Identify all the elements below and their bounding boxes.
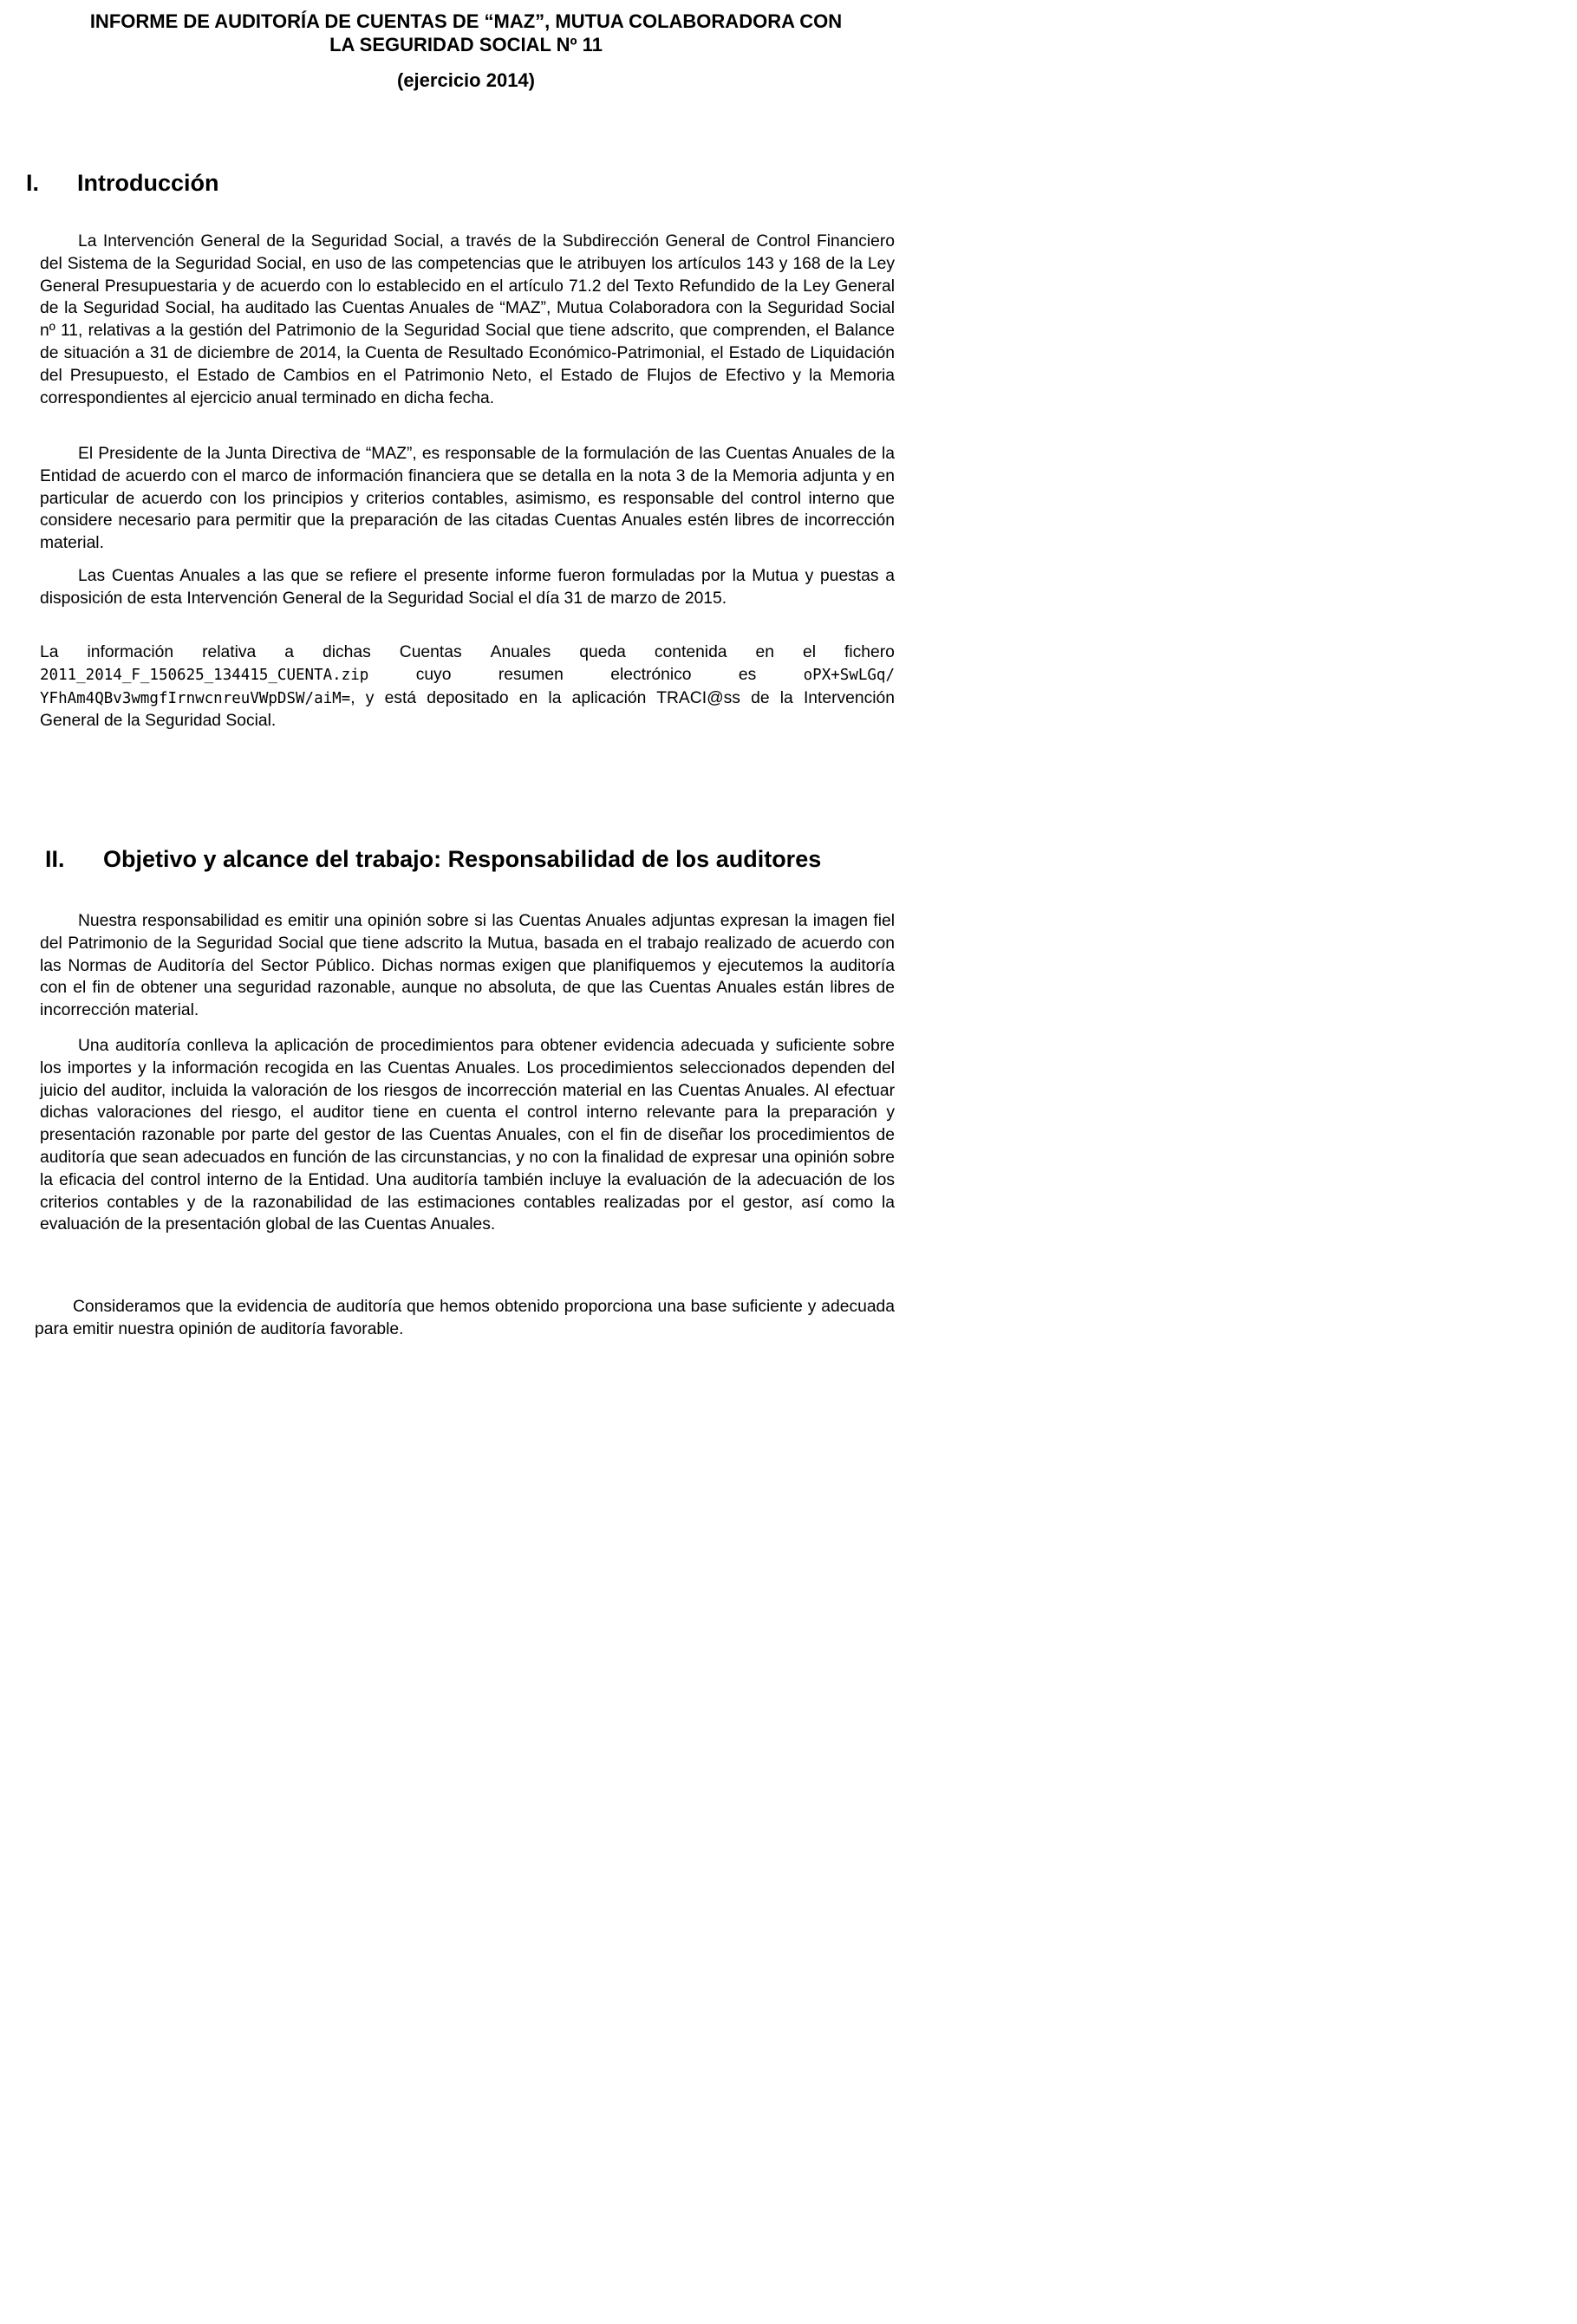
file-paragraph-text-end: , y está depositado en la aplicación TRACI@ss de la Intervención General de la Seguridad Social.	[40, 688, 895, 731]
word: a	[284, 643, 295, 661]
hash-value: oPX+SwLGq/	[803, 666, 895, 684]
document-page	[0, 0, 915, 1348]
word: en	[755, 643, 774, 661]
file-paragraph-body	[40, 664, 895, 732]
paragraph-accounts-formulation: Las Cuentas Anuales a las que se refiere el presente informe fueron formuladas por la Mutua y puestas a disposición de esta Intervención General de la Seguridad Social el día 31 de marzo de 2015.	[40, 567, 895, 608]
section-heading-introduccion	[26, 169, 546, 199]
paragraph-auditor-responsibility: Nuestra responsabilidad es emitir una opinión sobre si las Cuentas Anuales adjuntas expresan la imagen fiel del Patrimonio de la Seguridad Social que tiene adscrito la Mutua, basada en el trabajo realizado de acuerdo con las Normas de Auditoría del Sector Público. Dichas normas exigen que planifiquemos y ejecutemos la auditoría con el fin de obtener una seguridad razonable, aunque no absoluta, de que las Cuentas Anuales están libres de incorrección material.	[40, 912, 895, 1020]
section-title: Objetivo y alcance del trabajo: Responsabilidad de los auditores	[103, 846, 822, 872]
word: queda	[579, 643, 626, 661]
file-paragraph-text: cuyo resumen electrónico es	[368, 665, 804, 684]
section-number: II.	[45, 846, 65, 872]
document-title-continued: LA SEGURIDAD SOCIAL Nº 11	[329, 34, 603, 55]
file-name: 2011_2014_F_150625_134415_CUENTA.zip	[40, 666, 369, 684]
document-subtitle: (ejercicio 2014)	[397, 69, 535, 91]
document-title: INFORME DE AUDITORÍA DE CUENTAS DE “MAZ”, MUTUA COLABORADORA CON	[89, 10, 843, 32]
paragraph-audit-evidence: Consideramos que la evidencia de auditoría que hemos obtenido proporciona una base suficiente y adecuada para emitir nuestra opinión de auditoría favorable.	[35, 1298, 895, 1338]
word: información	[87, 643, 174, 661]
paragraph-audit-procedures: Una auditoría conlleva la aplicación de procedimientos para obtener evidencia adecuada y suficiente sobre los importes y la información recogida en las Cuentas Anuales. Los procedimientos seleccionados dependen del juicio del auditor, incluida la valoración de los riesgos de incorrección material en las Cuentas Anuales. Al efectuar dichas valoraciones del riesgo, el auditor tiene en cuenta el control interno relevante para la preparación y presentación razonable por parte del gestor de las Cuentas Anuales, con el fin de diseñar los procedimientos de auditoría que sean adecuados en función de las circunstancias, y no con la finalidad de expresar una opinión sobre la eficacia del control interno de la Entidad. Una auditoría también incluye la evaluación de la adecuación de los criterios contables y de la razonabilidad de las estimaciones contables realizadas por el gestor, así como la evaluación de la presentación global de las Cuentas Anuales.	[40, 1037, 895, 1234]
word: relativa	[202, 643, 257, 661]
hash-value-continued: YFhAm4QBv3wmgfIrnwcnreuVWpDSW/aiM=	[40, 689, 351, 707]
section-heading-objetivo	[45, 845, 895, 875]
paragraph-president-responsibility: El Presidente de la Junta Directiva de “MAZ”, es responsable de la formulación de las Cuentas Anuales de la Entidad de acuerdo con el marco de información financiera que se detalla en la nota 3 de la Memoria adjunta y en particular de acuerdo con los principios y criterios contables, asimismo, es responsable del control interno que considere necesario para permitir que la preparación de las citadas Cuentas Anuales estén libres de incorrección material.	[40, 445, 895, 553]
paragraph-audit-scope: La Intervención General de la Seguridad Social, a través de la Subdirección General de Control Financiero del Sistema de la Seguridad Social, en uso de las competencias que le atribuyen los artículos 143 y 168 de la Ley General Presupuestaria y de acuerdo con lo establecido en el artículo 71.2 del Texto Refundido de la Ley General de la Seguridad Social, ha auditado las Cuentas Anuales de “MAZ”, Mutua Colaboradora con la Seguridad Social nº 11, relativas a la gestión del Patrimonio de la Seguridad Social que tiene adscrito, que comprenden, el Balance de situación a 31 de diciembre de 2014, la Cuenta de Resultado Económico-Patrimonial, el Estado de Liquidación del Presupuesto, el Estado de Cambios en el Patrimonio Neto, el Estado de Flujos de Efectivo y la Memoria correspondientes al ejercicio anual terminado en dicha fecha.	[40, 232, 895, 407]
word: contenida	[654, 643, 727, 661]
section-title: Introducción	[77, 170, 219, 196]
word: fichero	[844, 643, 895, 661]
word: Anuales	[490, 643, 551, 661]
word: La	[40, 643, 59, 661]
section-number: I.	[26, 170, 40, 196]
paragraph-accounts-file	[40, 641, 895, 732]
word: el	[802, 643, 816, 661]
word: dichas	[323, 643, 371, 661]
word: Cuentas	[399, 643, 462, 661]
file-paragraph-first-line	[40, 641, 895, 664]
